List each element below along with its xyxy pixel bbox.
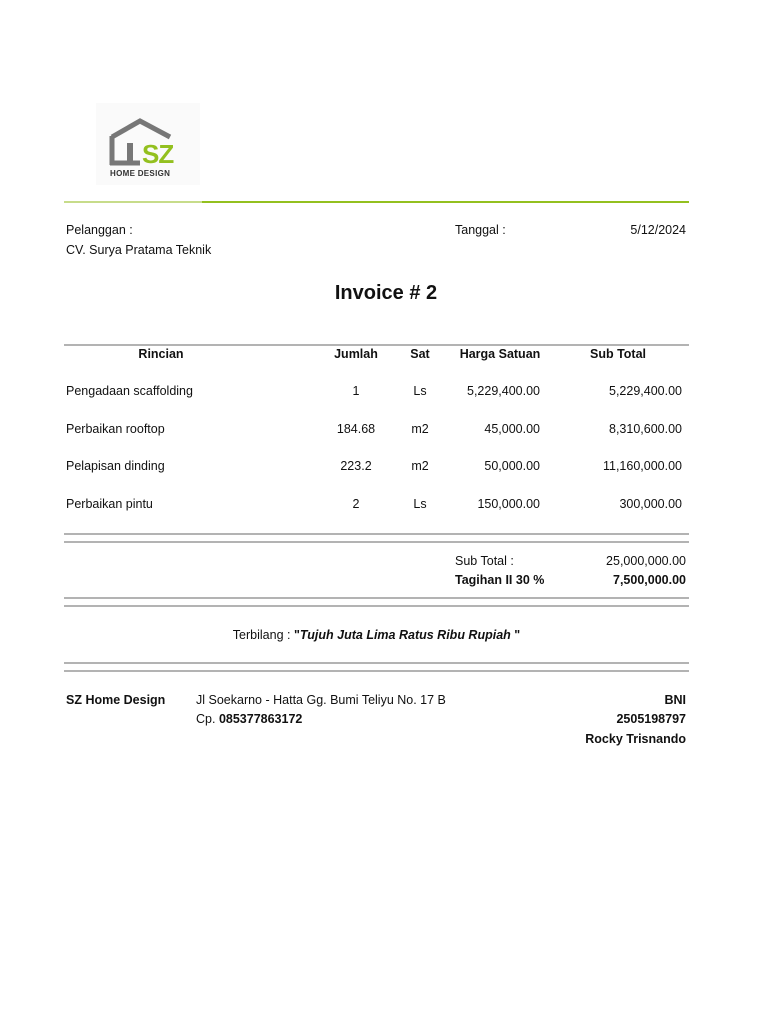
row-unit-price: 45,000.00	[484, 422, 540, 436]
logo-subtitle: HOME DESIGN	[110, 169, 171, 178]
row-description: Perbaikan rooftop	[66, 422, 165, 436]
terbilang-rule	[64, 662, 689, 664]
row-quantity: 1	[352, 384, 360, 398]
subtotal-value: 25,000,000.00	[606, 554, 686, 568]
date-value: 5/12/2024	[630, 223, 686, 237]
customer-name: CV. Surya Pratama Teknik	[66, 243, 212, 257]
row-unit: Ls	[413, 384, 427, 398]
footer-account-holder: Rocky Trisnando	[585, 732, 686, 746]
header-jumlah: Jumlah	[334, 347, 378, 361]
header-sat: Sat	[410, 347, 430, 361]
row-subtotal: 11,160,000.00	[602, 459, 682, 473]
row-subtotal: 5,229,400.00	[609, 384, 682, 398]
row-quantity: 223.2	[340, 459, 372, 473]
invoice-title: Invoice # 2	[334, 282, 438, 304]
terbilang-close-quote: "	[510, 628, 521, 642]
row-description: Perbaikan pintu	[66, 497, 153, 511]
totals-rule	[64, 597, 689, 599]
row-subtotal: 300,000.00	[619, 497, 682, 511]
subtotal-label: Sub Total :	[455, 554, 514, 568]
footer-phone-line	[196, 711, 302, 727]
totals-rule-2	[64, 605, 689, 607]
row-unit: m2	[411, 459, 429, 473]
header-rule-light	[64, 201, 202, 203]
table-bottom-rule-2	[64, 541, 689, 543]
header-harga-satuan: Harga Satuan	[459, 347, 541, 361]
row-description: Pengadaan scaffolding	[66, 384, 193, 398]
footer-phone: 085377863172	[218, 712, 303, 726]
header-rincian: Rincian	[138, 347, 184, 361]
terbilang-label: Terbilang :	[232, 628, 294, 642]
row-unit-price: 5,229,400.00	[467, 384, 540, 398]
customer-label: Pelanggan :	[66, 223, 133, 237]
tagihan-label: Tagihan II 30 %	[455, 573, 545, 587]
footer-bank: BNI	[664, 693, 686, 707]
row-quantity: 184.68	[336, 422, 376, 436]
row-quantity: 2	[352, 497, 360, 511]
footer-account: 2505198797	[616, 712, 686, 726]
row-unit-price: 50,000.00	[484, 459, 540, 473]
row-unit: Ls	[413, 497, 427, 511]
footer-phone-label: Cp.	[196, 712, 219, 726]
company-logo	[96, 103, 200, 185]
date-label: Tanggal :	[455, 223, 506, 237]
table-bottom-rule	[64, 533, 689, 535]
footer-address: Jl Soekarno - Hatta Gg. Bumi Teliyu No. 17 B	[196, 693, 446, 707]
row-unit-price: 150,000.00	[477, 497, 540, 511]
header-rule	[202, 201, 689, 203]
row-description: Pelapisan dinding	[66, 459, 165, 473]
row-unit: m2	[411, 422, 429, 436]
logo-text: SZ	[142, 139, 174, 169]
terbilang-rule-2	[64, 670, 689, 672]
tagihan-value: 7,500,000.00	[613, 573, 686, 587]
terbilang-open-quote: "	[293, 628, 300, 642]
row-subtotal: 8,310,600.00	[609, 422, 682, 436]
header-sub-total: Sub Total	[589, 347, 646, 361]
footer-company: SZ Home Design	[66, 693, 166, 707]
terbilang-line	[64, 627, 689, 643]
terbilang-text: Tujuh Juta Lima Ratus Ribu Rupiah	[299, 628, 511, 642]
